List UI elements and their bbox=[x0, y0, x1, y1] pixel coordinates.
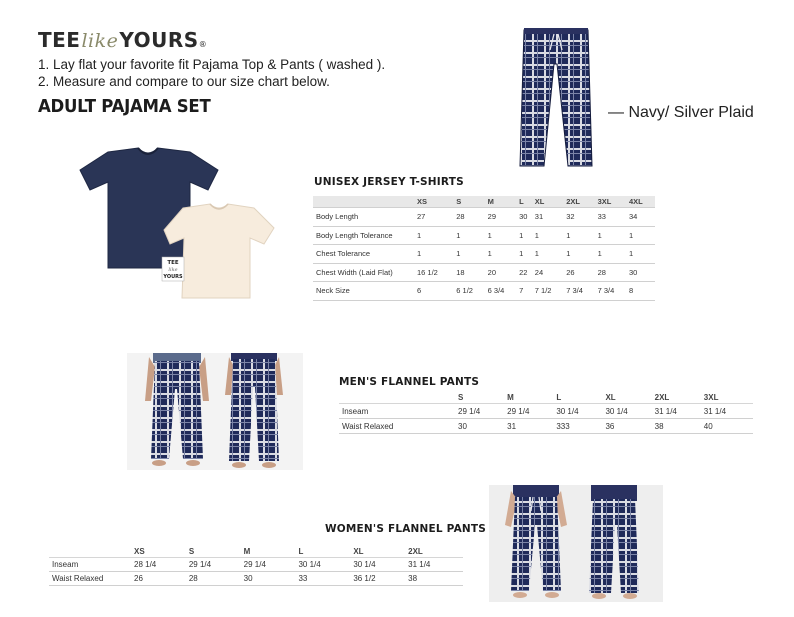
table-row bbox=[313, 282, 655, 301]
table-cell: 22 bbox=[519, 263, 535, 282]
table-cell: 6 bbox=[417, 282, 456, 301]
table-cell: 32 bbox=[566, 208, 597, 227]
table-header-row bbox=[313, 196, 655, 208]
size-header: 2XL bbox=[408, 545, 463, 558]
tshirt-table-title: UNISEX JERSEY T-SHIRTS bbox=[314, 176, 464, 188]
size-header: XS bbox=[134, 545, 189, 558]
table-cell: 33 bbox=[298, 572, 353, 586]
table-cell: 31 bbox=[535, 208, 566, 227]
table-cell: 20 bbox=[488, 263, 519, 282]
table-cell: 30 1/4 bbox=[556, 404, 605, 419]
brand-logo-part: like bbox=[81, 30, 119, 52]
table-cell: 30 bbox=[458, 419, 507, 434]
table-cell: 33 bbox=[598, 208, 629, 227]
table-cell: 24 bbox=[535, 263, 566, 282]
instruction-step-2: 2. Measure and compare to our size chart below. bbox=[38, 74, 330, 89]
row-label: Chest Tolerance bbox=[313, 245, 417, 264]
size-header: XL bbox=[353, 545, 408, 558]
table-cell: 8 bbox=[629, 282, 655, 301]
badge-text: YOURS bbox=[163, 274, 183, 280]
size-header: XL bbox=[535, 196, 566, 208]
table-cell: 29 1/4 bbox=[244, 558, 299, 572]
mens-pants-photo bbox=[127, 353, 303, 470]
table-row bbox=[313, 245, 655, 264]
size-header: L bbox=[556, 391, 605, 404]
table-row bbox=[339, 404, 753, 419]
table-cell: 1 bbox=[598, 245, 629, 264]
header-cell bbox=[339, 391, 458, 404]
tshirt-size-table bbox=[313, 196, 655, 301]
table-cell: 31 1/4 bbox=[704, 404, 753, 419]
row-label: Body Length Tolerance bbox=[313, 226, 417, 245]
table-cell: 29 1/4 bbox=[507, 404, 556, 419]
row-label: Inseam bbox=[49, 558, 134, 572]
size-header: M bbox=[507, 391, 556, 404]
table-cell: 27 bbox=[417, 208, 456, 227]
mens-table-title: MEN'S FLANNEL PANTS bbox=[339, 376, 480, 388]
page-heading: ADULT PAJAMA SET bbox=[38, 96, 211, 117]
table-cell: 16 1/2 bbox=[417, 263, 456, 282]
table-cell: 1 bbox=[629, 226, 655, 245]
table-cell: 1 bbox=[535, 245, 566, 264]
table-cell: 7 3/4 bbox=[566, 282, 597, 301]
size-header: 3XL bbox=[598, 196, 629, 208]
badge-text: TEE bbox=[167, 260, 179, 266]
table-cell: 7 1/2 bbox=[535, 282, 566, 301]
table-cell: 30 bbox=[629, 263, 655, 282]
table-cell: 30 bbox=[244, 572, 299, 586]
size-header: L bbox=[519, 196, 535, 208]
table-cell: 30 1/4 bbox=[605, 404, 654, 419]
brand-logo-part: TEE bbox=[38, 28, 81, 52]
header-cell bbox=[313, 196, 417, 208]
table-row bbox=[339, 419, 753, 434]
table-cell: 31 bbox=[507, 419, 556, 434]
table-header-row bbox=[339, 391, 753, 404]
table-cell: 29 bbox=[488, 208, 519, 227]
womens-pants-photo bbox=[489, 485, 663, 602]
size-header: S bbox=[189, 545, 244, 558]
size-header: XL bbox=[605, 391, 654, 404]
table-cell: 38 bbox=[408, 572, 463, 586]
womens-table-title: WOMEN'S FLANNEL PANTS bbox=[325, 523, 487, 535]
table-cell: 36 bbox=[605, 419, 654, 434]
table-cell: 26 bbox=[134, 572, 189, 586]
row-label: Neck Size bbox=[313, 282, 417, 301]
table-row bbox=[49, 572, 463, 586]
table-row bbox=[313, 208, 655, 227]
table-cell: 6 3/4 bbox=[488, 282, 519, 301]
size-header: 3XL bbox=[704, 391, 753, 404]
size-header: M bbox=[488, 196, 519, 208]
size-header: S bbox=[456, 196, 487, 208]
row-label: Waist Relaxed bbox=[49, 572, 134, 586]
header-cell bbox=[49, 545, 134, 558]
registered-mark: ® bbox=[198, 40, 208, 49]
table-cell: 31 1/4 bbox=[655, 404, 704, 419]
table-cell: 36 1/2 bbox=[353, 572, 408, 586]
size-header: 2XL bbox=[566, 196, 597, 208]
table-cell: 26 bbox=[566, 263, 597, 282]
table-cell: 333 bbox=[556, 419, 605, 434]
table-cell: 34 bbox=[629, 208, 655, 227]
table-cell: 28 bbox=[598, 263, 629, 282]
table-cell: 1 bbox=[519, 245, 535, 264]
brand-logo bbox=[38, 28, 207, 52]
table-cell: 7 3/4 bbox=[598, 282, 629, 301]
tshirts-photo bbox=[78, 146, 278, 308]
table-cell: 6 1/2 bbox=[456, 282, 487, 301]
table-cell: 1 bbox=[566, 245, 597, 264]
row-label: Waist Relaxed bbox=[339, 419, 458, 434]
brand-logo-part: YOURS bbox=[119, 28, 199, 52]
table-cell: 1 bbox=[417, 245, 456, 264]
table-cell: 7 bbox=[519, 282, 535, 301]
table-cell: 30 1/4 bbox=[298, 558, 353, 572]
table-cell: 1 bbox=[535, 226, 566, 245]
row-label: Body Length bbox=[313, 208, 417, 227]
table-cell: 1 bbox=[456, 245, 487, 264]
table-cell: 1 bbox=[488, 245, 519, 264]
table-cell: 1 bbox=[417, 226, 456, 245]
table-cell: 1 bbox=[519, 226, 535, 245]
table-cell: 30 1/4 bbox=[353, 558, 408, 572]
size-header: M bbox=[244, 545, 299, 558]
badge-text: like bbox=[168, 267, 178, 273]
size-header: XS bbox=[417, 196, 456, 208]
table-cell: 29 1/4 bbox=[458, 404, 507, 419]
table-cell: 1 bbox=[629, 245, 655, 264]
table-cell: 1 bbox=[598, 226, 629, 245]
table-cell: 40 bbox=[704, 419, 753, 434]
table-row bbox=[313, 263, 655, 282]
size-header: 2XL bbox=[655, 391, 704, 404]
table-row bbox=[313, 226, 655, 245]
instruction-step-1: 1. Lay flat your favorite fit Pajama Top & Pants ( washed ). bbox=[38, 57, 386, 72]
table-cell: 31 1/4 bbox=[408, 558, 463, 572]
table-header-row bbox=[49, 545, 463, 558]
womens-size-table bbox=[49, 545, 463, 586]
mens-size-table bbox=[339, 391, 753, 434]
table-cell: 38 bbox=[655, 419, 704, 434]
table-cell: 1 bbox=[488, 226, 519, 245]
table-cell: 18 bbox=[456, 263, 487, 282]
row-label: Chest Width (Laid Flat) bbox=[313, 263, 417, 282]
table-cell: 28 bbox=[456, 208, 487, 227]
size-header: L bbox=[298, 545, 353, 558]
row-label: Inseam bbox=[339, 404, 458, 419]
size-header: 4XL bbox=[629, 196, 655, 208]
table-cell: 29 1/4 bbox=[189, 558, 244, 572]
table-row bbox=[49, 558, 463, 572]
plaid-pants-photo bbox=[516, 24, 596, 170]
table-cell: 30 bbox=[519, 208, 535, 227]
table-cell: 28 bbox=[189, 572, 244, 586]
table-cell: 1 bbox=[456, 226, 487, 245]
table-cell: 1 bbox=[566, 226, 597, 245]
pant-color-label: — Navy/ Silver Plaid bbox=[608, 104, 754, 121]
size-header: S bbox=[458, 391, 507, 404]
table-cell: 28 1/4 bbox=[134, 558, 189, 572]
